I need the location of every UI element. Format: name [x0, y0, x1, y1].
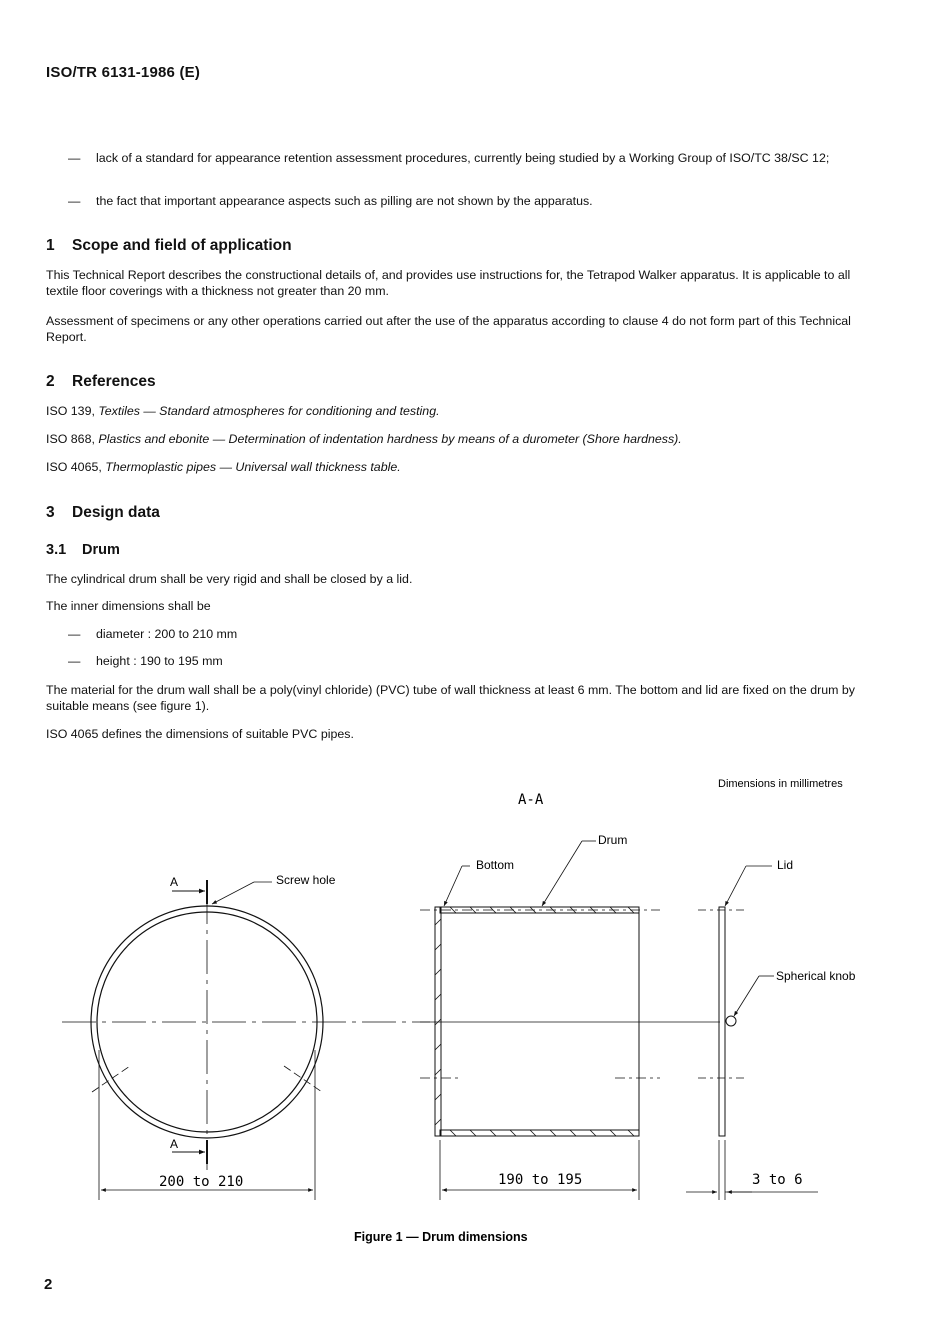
dash: —	[68, 151, 81, 165]
section-mark-bottom: A	[170, 1137, 179, 1151]
section-title: References	[72, 373, 156, 390]
reference-code: ISO 4065,	[46, 460, 102, 474]
dash: —	[68, 627, 81, 641]
reference-code: ISO 139,	[46, 404, 95, 418]
section-label: A-A	[518, 792, 544, 808]
drum-paragraph: ISO 4065 defines the dimensions of suitable PVC pipes.	[46, 727, 354, 741]
section-number: 2	[46, 373, 55, 390]
lid-dimension: 3 to 6	[752, 1172, 803, 1188]
section-heading-references	[46, 373, 156, 391]
document-header: ISO/TR 6131-1986 (E)	[46, 64, 201, 81]
drum-paragraph: The material for the drum wall shall be a poly(vinyl chloride) (PVC) tube of wall thickness at least 6 mm. The bottom and lid are fixed on the drum by suitable means (see figure 1).	[46, 683, 855, 713]
dimension-text: height : 190 to 195 mm	[96, 654, 223, 668]
height-dimension: 190 to 195	[498, 1172, 583, 1188]
subsection-number: 3.1	[46, 542, 67, 558]
section-title: Scope and field of application	[72, 237, 292, 254]
intro-item-text: lack of a standard for appearance retention assessment procedures, currently being studied by a Working Group of ISO/TC 38/SC 12;	[96, 151, 830, 165]
reference-item	[46, 460, 866, 476]
subsection-heading-drum	[46, 542, 120, 558]
scope-paragraph: This Technical Report describes the constructional details of, and provides use instructions for, the Tetrapod Walker apparatus. It is applicable to all textile floor coverings with a thickness not greater than 20 mm.	[46, 268, 851, 298]
dash: —	[68, 654, 81, 668]
knob-label: Spherical knob	[776, 969, 856, 983]
page-number: 2	[44, 1276, 53, 1293]
reference-title: Thermoplastic pipes — Universal wall thickness table.	[105, 460, 401, 474]
drum-paragraph: The cylindrical drum shall be very rigid and shall be closed by a lid.	[46, 572, 413, 586]
reference-item	[46, 404, 866, 420]
dimension-item	[68, 654, 468, 670]
drum-section-view	[420, 841, 720, 1200]
reference-code: ISO 868,	[46, 432, 95, 446]
reference-title: Plastics and ebonite — Determination of indentation hardness by means of a durometer (Shore hardness).	[98, 432, 682, 446]
drum-paragraph: The inner dimensions shall be	[46, 599, 211, 613]
diameter-dimension: 200 to 210	[159, 1174, 244, 1190]
section-mark-top: A	[170, 875, 179, 889]
reference-title: Textiles — Standard atmospheres for conditioning and testing.	[98, 404, 440, 418]
screw-hole-label: Screw hole	[276, 873, 336, 887]
figure-caption: Figure 1 — Drum dimensions	[354, 1230, 528, 1244]
dimension-text: diameter : 200 to 210 mm	[96, 627, 238, 641]
drum-label: Drum	[598, 833, 628, 847]
scope-paragraph: Assessment of specimens or any other operations carried out after the use of the apparatus according to clause 4 do not form part of this Technical Report.	[46, 314, 851, 344]
drum-figure	[0, 760, 950, 1260]
units-note: Dimensions in millimetres	[718, 778, 843, 790]
section-title: Design data	[72, 504, 160, 521]
intro-item	[68, 194, 868, 210]
bottom-label: Bottom	[476, 858, 515, 872]
reference-item	[46, 432, 866, 448]
section-number: 1	[46, 237, 55, 254]
lid-label: Lid	[777, 858, 794, 872]
intro-item-text: the fact that important appearance aspects such as pilling are not shown by the apparatus.	[96, 194, 593, 208]
lid-view	[686, 866, 818, 1200]
section-number: 3	[46, 504, 55, 521]
drum-plan-view	[62, 880, 430, 1200]
intro-item	[68, 151, 868, 167]
subsection-title: Drum	[82, 542, 120, 558]
section-heading-design	[46, 504, 160, 522]
dimension-item	[68, 627, 468, 643]
dash: —	[68, 194, 81, 208]
section-heading-scope	[46, 237, 292, 255]
